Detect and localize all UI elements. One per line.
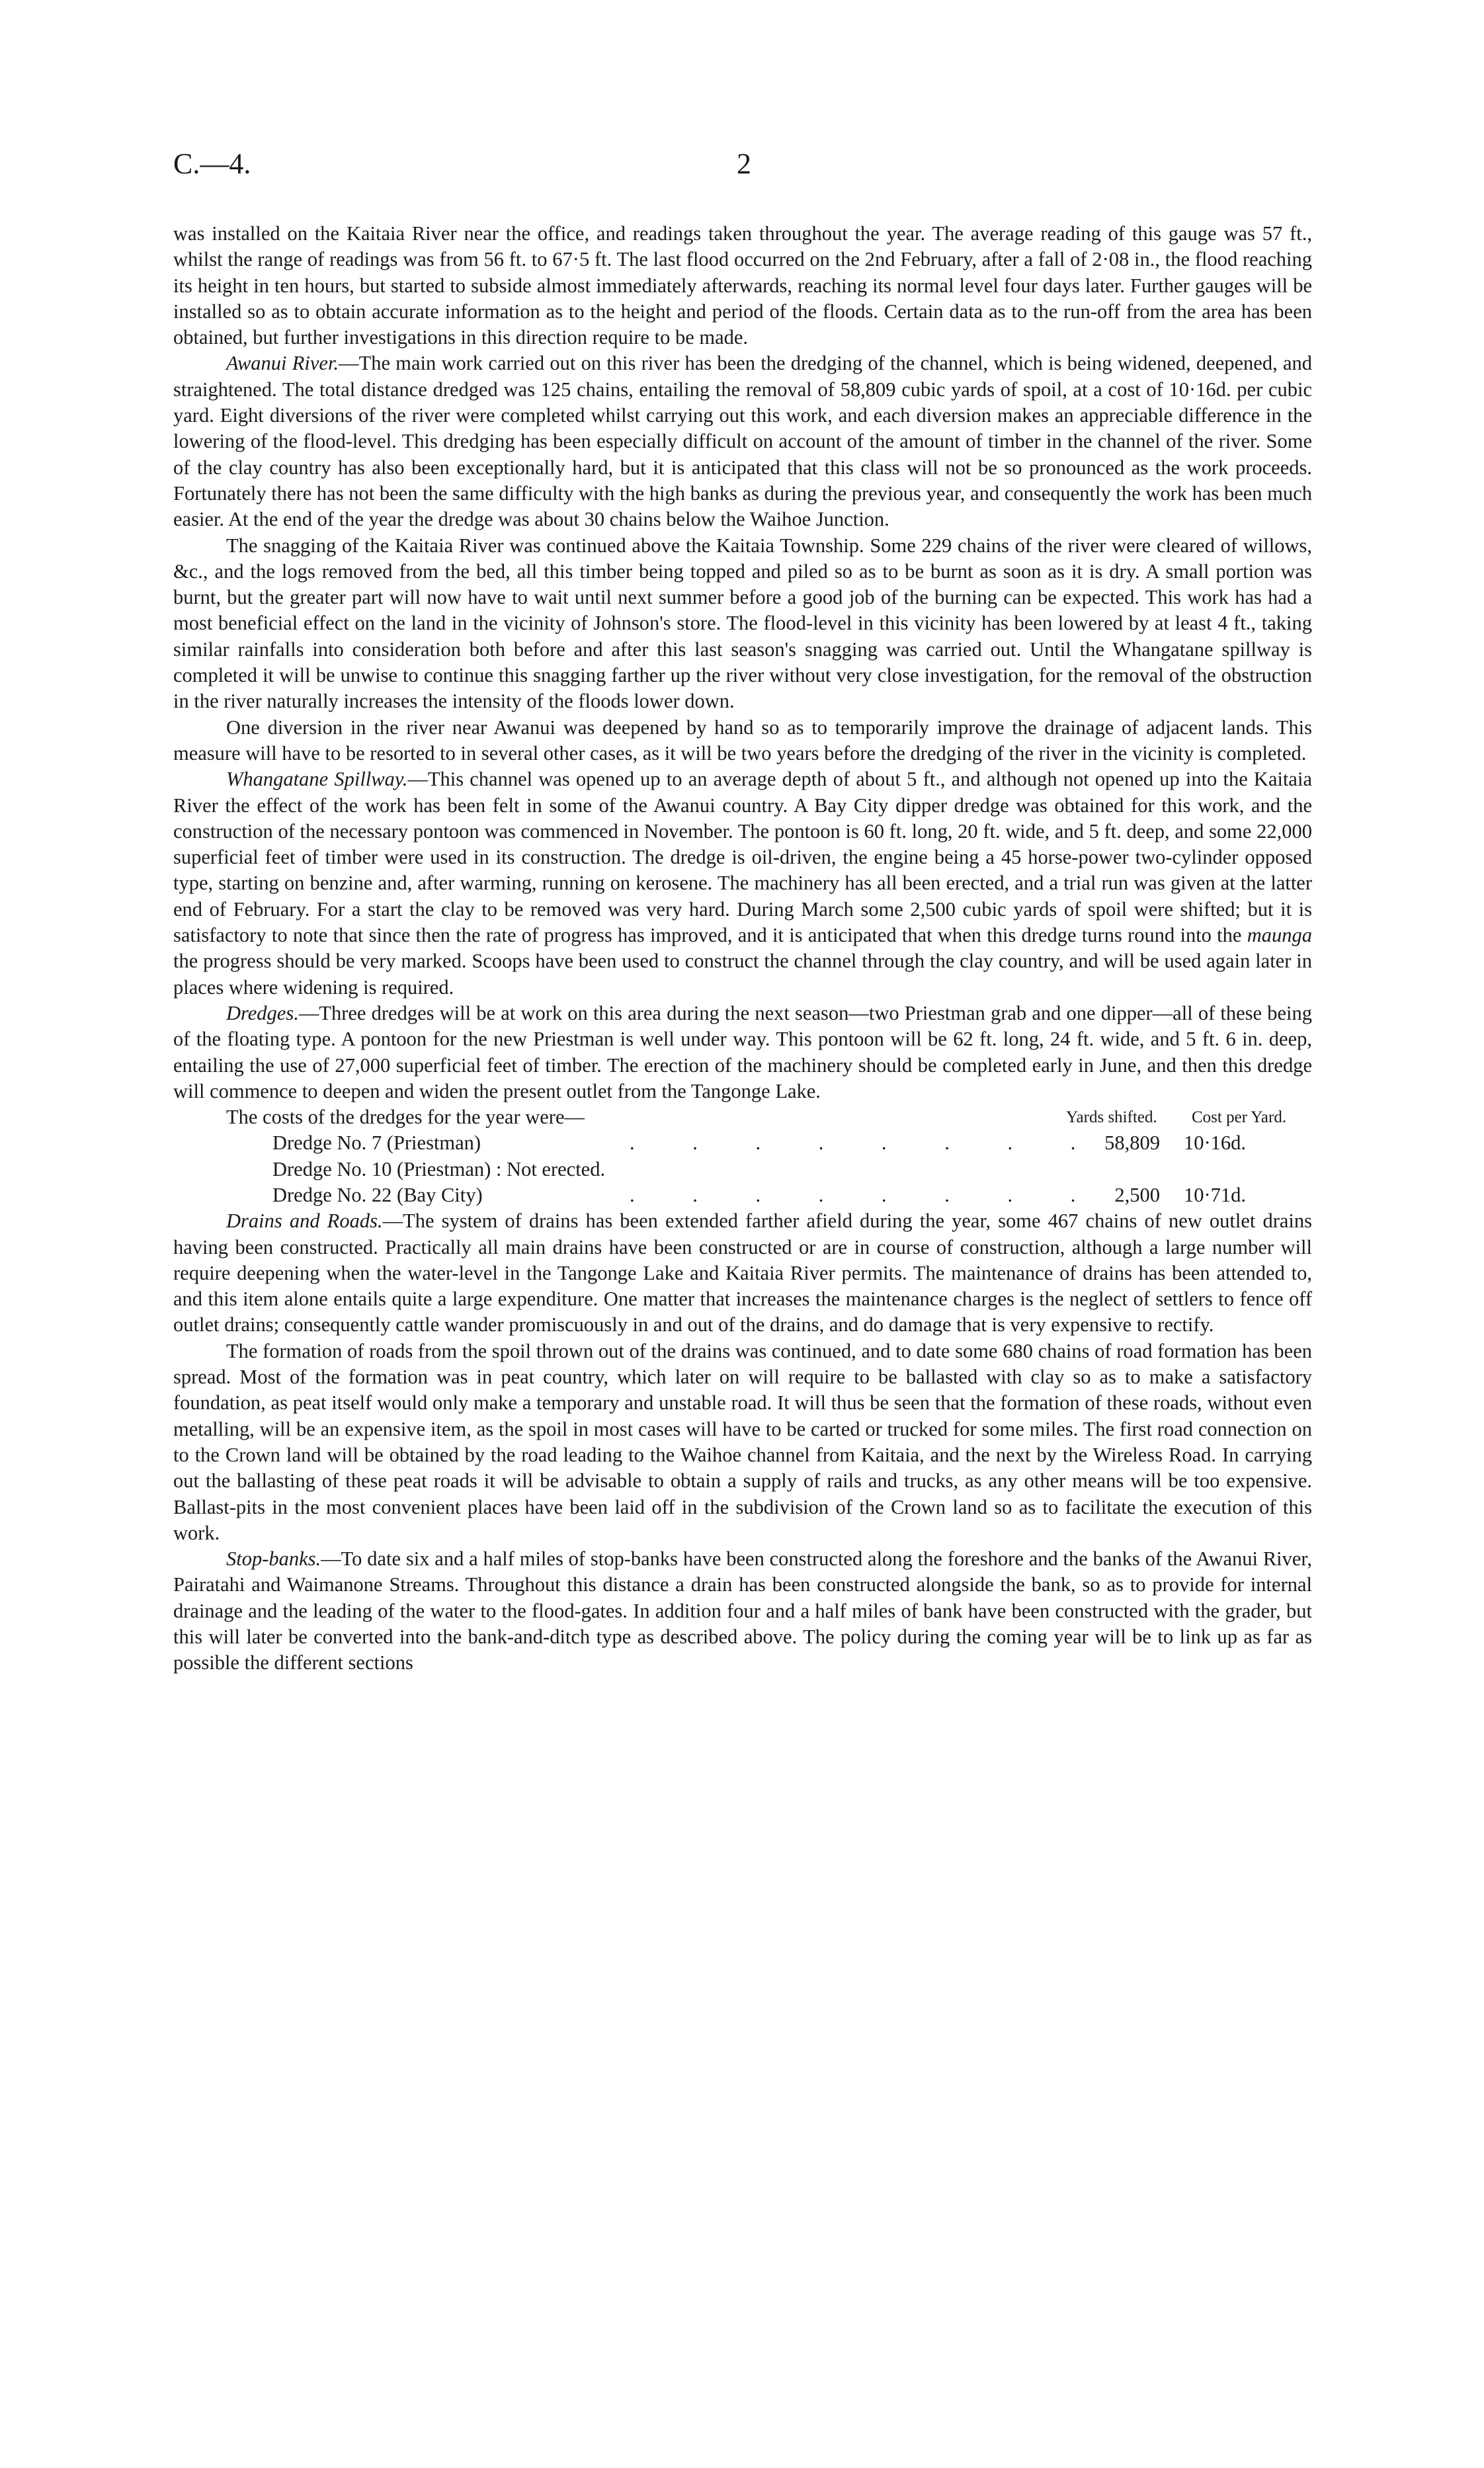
paragraph-diversion: One diversion in the river near Awanui was deepened by hand so as to temporarily improve the drainage of adjacent lands. This measure will have to be resorted to in several other cases, as it will be two years before the dredging of the river in the vicinity is completed. [173, 716, 1312, 764]
paragraph-awanui-river [173, 350, 1312, 532]
paragraph-gauge-readings: was installed on the Kaitaia River near the office, and readings taken throughout the year. The average reading of this gauge was 57 ft., whilst the range of readings was from 56 ft. to 67·5 ft. The last flood occurred on the 2nd February, after a fall of 2·08 in., the flood reaching its height in ten hours, but started to subside almost immediately afterwards, reaching its normal level four days later. Further gauges will be installed so as to obtain accurate information as to the height and period of the floods. Certain data as to the run-off from the area has been obtained, but further investigations in this direction require to be made. [173, 222, 1312, 349]
leader-dots: . . . . . . . . [630, 1131, 1102, 1155]
cost-per-yard: 10·16d. [1184, 1131, 1247, 1155]
table-row [173, 1157, 1312, 1182]
dredge-name: Dredge No. 7 (Priestman) [272, 1131, 481, 1155]
paragraph-text: the progress should be very marked. Scoops have been used to construct the channel through the clay country, and will be used again later in places where widening is required. [173, 950, 1312, 999]
paragraph-road-formation: The formation of roads from the spoil thrown out of the drains was continued, and to date some 680 chains of road formation has been spread. Most of the formation was in peat country, which later on will require to be ballasted with clay so as to make a satisfactory foundation, as peat itself would only make a temporary and unstable road. It will thus be seen that the formation of these roads, without even metalling, will be an expensive item, as the spoil in most cases will have to be carted or trucked for some miles. The first road connection on to the Crown land will be obtained by the road leading to the Waihoe channel from Kaitaia, and the next by the Wireless Road. In carrying out the ballasting of these peat roads it will be advisable to obtain a supply of rails and trucks, as any other means will be too expensive. Ballast-pits in the most convenient places have been laid off in the subdivision of the Crown land so as to facilitate the execution of this work. [173, 1339, 1312, 1544]
paragraph-dredges [173, 1001, 1312, 1104]
dredge-name: Dredge No. 10 (Priestman) : Not erected. [272, 1157, 606, 1180]
paragraph-text: —This channel was opened up to an average depth of about 5 ft., and although not opened up into the Kaitaia River the effect of the work has been felt in some of the Awanui country. A Bay City dipper dredge was obtained for this work, and the construction of the necessary pontoon was commenced in November. The pontoon is 60 ft. long, 20 ft. wide, and 5 ft. deep, and some 22,000 superficial feet of timber were used in its construction. The dredge is oil-driven, the engine being a 45 horse-power two-cylinder opposed type, starting on benzine and, after warming, running on kerosene. The machinery has all been erected, and a trial run was given at the latter end of February. For a start the clay to be removed was very hard. During March some 2,500 cubic yards of spoil were shifted; but it is satisfactory to note that since then the rate of progress has improved, and it is anticipated that when this dredge turns round into the [173, 768, 1312, 947]
section-title-dredges: Dredges. [226, 1001, 299, 1024]
paragraph-whangatane-spillway [173, 766, 1312, 1001]
yards-shifted: 2,500 [1114, 1183, 1160, 1206]
dredge-name: Dredge No. 22 (Bay City) [272, 1183, 483, 1206]
page-header [173, 147, 1312, 193]
dredge-costs-table [173, 1104, 1312, 1208]
body-text-continued [173, 1208, 1312, 1676]
yards-shifted: 58,809 [1104, 1131, 1160, 1155]
column-header-cost: Cost per Yard. [1192, 1108, 1287, 1127]
paragraph-text: —The system of drains has been extended farther afield during the year, some 467 chains of new outlet drains having been constructed. Practically all main drains have been constructed or are in course of construction, although a large number will require deepening when the water-level in the Tangonge Lake and Kaitaia River permits. The maintenance of drains has been attended to, and this item alone entails quite a large expenditure. One matter that increases the maintenance charges is the neglect of settlers to fence off outlet drains; consequently cattle wander promiscuously in and out of the drains, and do damage that is very expensive to rectify. [173, 1210, 1312, 1337]
paragraph-snagging: The snagging of the Kaitaia River was continued above the Kaitaia Township. Some 229 chains of the river were cleared of willows, &c., and the logs removed from the bed, all this timber being topped and piled so as to be burnt as soon as it is dry. A small portion was burnt, but the greater part will now have to wait until next summer before a good job of the burning can be expected. This work has had a most beneficial effect on the land in the vicinity of Johnson's store. The flood-level in this vicinity has been lowered by at least 4 ft., taking similar rainfalls into consideration both before and after this last season's snagging was carried out. Until the Whangatane spillway is completed it will be unwise to continue this snagging farther up the river without very close investigation, for the removal of the obstruction in the river naturally increases the intensity of the floods lower down. [173, 534, 1312, 713]
paragraph-text: —Three dredges will be at work on this area during the next season—two Priestman grab and one dipper—all of these being of the floating type. A pontoon for the new Priestman is well under way. This pontoon will be 62 ft. long, 24 ft. wide, and 5 ft. 6 in. deep, entailing the use of 27,000 superficial feet of timber. The erection of the machinery should be completed early in June, and then this dredge will commence to deepen and widen the present outlet from the Tangonge Lake. [173, 1001, 1312, 1102]
paragraph-stop-banks [173, 1546, 1312, 1676]
page-number: 2 [737, 147, 751, 180]
section-title-whangatane-spillway: Whangatane Spillway. [226, 768, 408, 791]
section-title-stop-banks: Stop-banks. [226, 1547, 321, 1571]
document-reference: C.—4. [173, 147, 251, 180]
section-title-drains-and-roads: Drains and Roads. [226, 1210, 383, 1233]
table-row [173, 1130, 1312, 1156]
paragraph-text: —To date six and a half miles of stop-banks have been constructed along the foreshore and the banks of the Awanui River, Pairatahi and Waimanone Streams. Throughout this distance a drain has been constructed alongside the bank, so as to provide for internal drainage and the leading of the water to the flood-gates. In addition four and a half miles of bank have been constructed with the grader, but this will later be converted into the bank-and-ditch type as described above. The policy during the coming year will be to link up as far as possible the different sections [173, 1547, 1312, 1674]
costs-header-row [173, 1104, 1312, 1130]
cost-per-yard: 10·71d. [1184, 1183, 1247, 1206]
table-row [173, 1182, 1312, 1208]
section-title-awanui-river: Awanui River. [226, 352, 339, 375]
costs-intro: The costs of the dredges for the year were— [226, 1106, 585, 1129]
leader-dots: . . . . . . . . [630, 1183, 1102, 1206]
body-text [173, 221, 1312, 1104]
paragraph-drains-and-roads [173, 1208, 1312, 1338]
document-page [173, 147, 1312, 1676]
paragraph-text: —The main work carried out on this river has been the dredging of the channel, which is being widened, deepened, and straightened. The total distance dredged was 125 chains, entailing the removal of 58,809 cubic yards of spoil, at a cost of 10·16d. per cubic yard. Eight diversions of the river were completed whilst carrying out this work, and each diversion makes an appreciable difference in the lowering of the flood-level. This dredging has been especially difficult on account of the amount of timber in the channel of the river. Some of the clay country has also been exceptionally hard, but it is anticipated that this class will not be so pronounced as the work proceeds. Fortunately there has not been the same difficulty with the high banks as during the previous year, and consequently the work has been much easier. At the end of the year the dredge was about 30 chains below the Waihoe Junction. [173, 352, 1313, 531]
column-header-yards: Yards shifted. [1066, 1108, 1157, 1127]
term-maunga: maunga [1247, 924, 1312, 947]
